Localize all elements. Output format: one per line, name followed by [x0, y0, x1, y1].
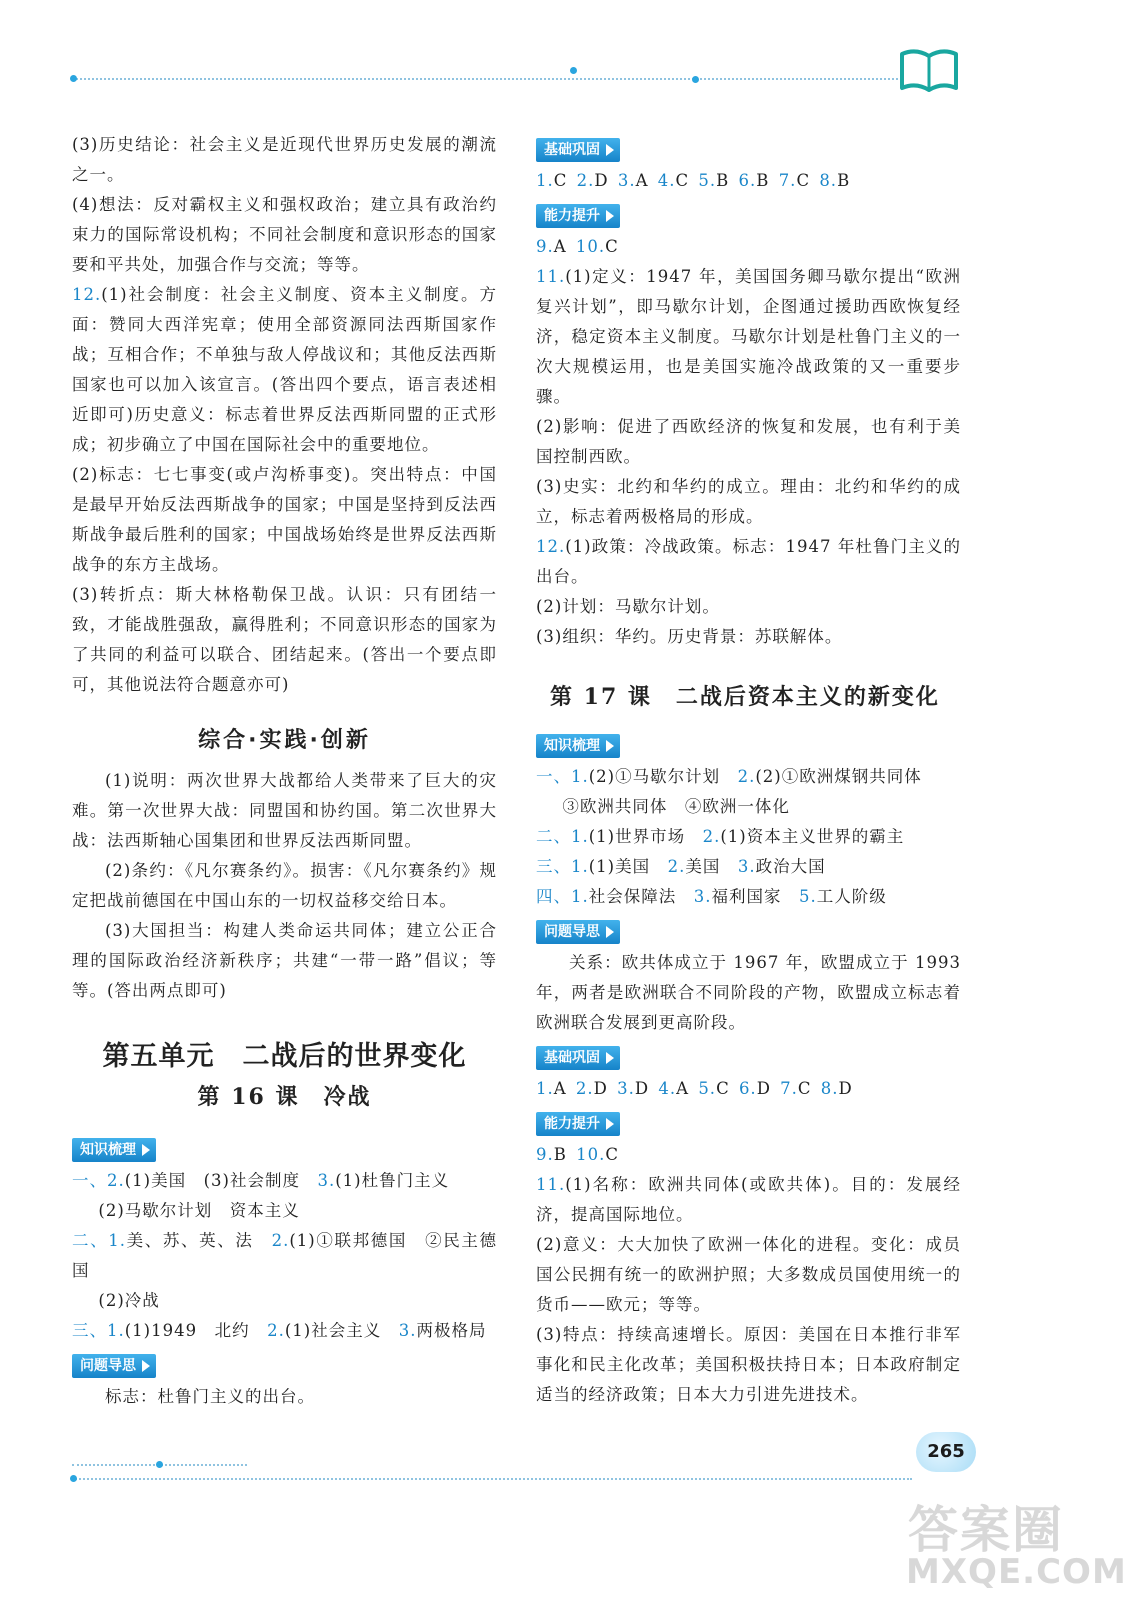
- answer-text: (3)组织：华约。历史背景：苏联解体。: [536, 627, 843, 646]
- answer-text: (3)史实：北约和华约的成立。理由：北约和华约的成立，标志着两极格局的形成。: [536, 477, 961, 526]
- arrow-icon: [606, 926, 614, 938]
- choice-number: 6.: [738, 1079, 757, 1098]
- answer-line: 一、1.(2)①马歇尔计划 2.(2)①欧洲煤钢共同体: [536, 767, 922, 786]
- footer-dot: [156, 1461, 163, 1468]
- choice-number: 6.: [738, 171, 757, 190]
- page-number-badge: [906, 1424, 988, 1480]
- choice-answer: D: [634, 1079, 659, 1098]
- answer-line: 二、1.(1)世界市场 2.(1)资本主义世界的霸主: [536, 827, 905, 846]
- choice-answer: B: [553, 1145, 577, 1164]
- choice-number: 2.: [575, 1079, 594, 1098]
- lesson-title: 第 16 课 冷战: [197, 1084, 372, 1110]
- choice-answers: [536, 166, 961, 196]
- choice-number: 7.: [780, 1079, 798, 1098]
- answer-text: (3)转折点：斯大林格勒保卫战。认识：只有团结一致，才能战胜强敌，赢得胜利；不同意识形态的国家为了共同的利益可以联合、团结起来。(答出一个要点即可，其他说法符合题意亦可): [72, 585, 497, 694]
- section-badge: 能力提升: [536, 204, 620, 228]
- section-badge: 能力提升: [536, 1112, 620, 1136]
- choice-answer: B: [756, 171, 779, 190]
- choice-answer: B: [716, 171, 739, 190]
- choice-answer: A: [553, 1079, 576, 1098]
- header-dot: [692, 76, 699, 83]
- answer-text: (2)计划：马歇尔计划。: [536, 597, 720, 616]
- footer-dotted-line: [72, 1478, 912, 1480]
- arrow-icon: [606, 740, 614, 752]
- choice-answer: D: [593, 1079, 618, 1098]
- answer-line: 一、2.(1)美国 (3)社会制度 3.(1)杜鲁门主义: [72, 1171, 450, 1190]
- choice-number: 8.: [820, 1079, 839, 1098]
- header-dotted-line: [72, 78, 902, 80]
- choice-number: 5.: [698, 1079, 717, 1098]
- section-title: 综合·实践·创新: [198, 728, 371, 753]
- choice-number: 1.: [536, 171, 554, 190]
- header-dot: [70, 75, 77, 82]
- answer-line: 三、1.(1)美国 2.美国 3.政治大国: [536, 857, 826, 876]
- choice-number: 4.: [657, 171, 676, 190]
- answer-text: (3)历史结论：社会主义是近现代世界历史发展的潮流之一。: [72, 135, 497, 184]
- choice-answer: D: [594, 171, 618, 190]
- choice-answers: [536, 232, 961, 262]
- answer-text: (2)条约：《凡尔赛条约》。损害：《凡尔赛条约》规定把战前德国在中国山东的一切权益移交给日本。: [72, 861, 497, 910]
- question-number: 12.: [72, 285, 102, 304]
- answer-line: (2)马歇尔计划 资本主义: [98, 1201, 300, 1220]
- choice-number: 9.: [536, 1145, 554, 1164]
- arrow-icon: [606, 1118, 614, 1130]
- choice-answers: [536, 1074, 961, 1104]
- arrow-icon: [142, 1360, 150, 1372]
- choice-number: 5.: [698, 171, 717, 190]
- left-column: [72, 130, 497, 1412]
- watermark-logo: 答案圈 MXQE.COM: [906, 1501, 1127, 1592]
- unit-title: 第五单元 二战后的世界变化: [102, 1041, 467, 1072]
- section-badge: 问题导思: [72, 1354, 156, 1378]
- answer-text: (3)大国担当：构建人类命运共同体；建立公正合理的国际政治经济新秩序；共建“一带一路”倡议；等等。(答出两点即可): [72, 921, 497, 1000]
- answer-text: (2)标志：七七事变(或卢沟桥事变)。突出特点：中国是最早开始反法西斯战争的国家；中国是坚持到反法西斯战争最后胜利的国家；中国战场始终是世界反法西斯战争的东方主战场。: [72, 465, 497, 574]
- choice-answer: A: [676, 1079, 699, 1098]
- answer-line: 四、1.社会保障法 3.福利国家 5.工人阶级: [536, 887, 887, 906]
- answer-line: (2)冷战: [98, 1291, 160, 1310]
- choice-number: 7.: [778, 171, 797, 190]
- header-dot: [570, 67, 577, 74]
- choice-answer: D: [756, 1079, 781, 1098]
- answer-line: 二、1.美、苏、英、法 2.(1)①联邦德国 ②民主德国: [72, 1231, 497, 1280]
- choice-answer: B: [837, 171, 851, 190]
- section-badge: 问题导思: [536, 920, 620, 944]
- choice-answer: C: [796, 171, 820, 190]
- answer-text: (4)想法：反对霸权主义和强权政治；建立具有政治约束力的国际常设机构；不同社会制度和意识形态的国家要和平共处，加强合作与交流；等等。: [72, 195, 497, 274]
- choice-number: 9.: [536, 237, 554, 256]
- choice-answer: C: [797, 1079, 821, 1098]
- choice-answer: C: [553, 171, 577, 190]
- choice-number: 3.: [617, 171, 636, 190]
- arrow-icon: [606, 1052, 614, 1064]
- answer-text: 12.(1)社会制度：社会主义制度、资本主义制度。方面：赞同大西洋宪章；使用全部资源同法西斯国家作战；互相合作；不单独与敌人停战议和；其他反法西斯国家也可以加入该宣言。(答出四个要点，语言表述相近即可)历史意义：标志着世界反法西斯同盟的正式形成；初步确立了中国在国际社会中的重要地位。: [72, 285, 497, 454]
- choice-answers: [536, 1140, 961, 1170]
- section-badge: 基础巩固: [536, 1046, 620, 1070]
- choice-answer: C: [605, 1145, 620, 1164]
- answer-text: 12.(1)政策：冷战政策。标志：1947 年杜鲁门主义的出台。: [536, 537, 961, 586]
- choice-answer: C: [675, 171, 699, 190]
- arrow-icon: [142, 1144, 150, 1156]
- choice-answer: A: [553, 237, 576, 256]
- answer-text: 关系：欧共体成立于 1967 年，欧盟成立于 1993 年，两者是欧洲联合不同阶段的产物，欧盟成立标志着欧洲联合发展到更高阶段。: [536, 953, 961, 1032]
- section-badge: 知识梳理: [536, 734, 620, 758]
- section-badge: 知识梳理: [72, 1138, 156, 1162]
- answer-text: (1)说明：两次世界大战都给人类带来了巨大的灾难。第一次世界大战：同盟国和协约国。第二次世界大战：法西斯轴心国集团和世界反法西斯同盟。: [72, 771, 497, 850]
- choice-answer: A: [635, 171, 658, 190]
- answer-text: (3)特点：持续高速增长。原因：美国在日本推行非军事化和民主化改革；美国积极扶持日本；日本政府制定适当的经济政策；日本大力引进先进技术。: [536, 1325, 961, 1404]
- open-book-icon: [898, 44, 960, 96]
- answer-line: 三、1.(1)1949 北约 2.(1)社会主义 3.两极格局: [72, 1321, 487, 1340]
- answer-text: 标志：杜鲁门主义的出台。: [105, 1387, 315, 1406]
- choice-number: 1.: [536, 1079, 554, 1098]
- choice-answer: C: [716, 1079, 739, 1098]
- answer-line: ③欧洲共同体 ④欧洲一体化: [562, 797, 790, 816]
- choice-number: 10.: [576, 1145, 606, 1164]
- section-badge: 基础巩固: [536, 138, 620, 162]
- choice-answer: C: [605, 237, 619, 256]
- lesson-title: 第 17 课 二战后资本主义的新变化: [550, 684, 940, 710]
- arrow-icon: [606, 210, 614, 222]
- answer-text: (2)影响：促进了西欧经济的恢复和发展，也有利于美国控制西欧。: [536, 417, 961, 466]
- choice-number: 10.: [575, 237, 606, 256]
- right-column: [536, 130, 961, 1410]
- answer-text: 11.(1)名称：欧洲共同体(或欧共体)。目的：发展经济，提高国际地位。: [536, 1175, 961, 1224]
- choice-number: 2.: [576, 171, 595, 190]
- choice-answer: D: [838, 1079, 853, 1098]
- choice-number: 4.: [658, 1079, 677, 1098]
- answer-text: 11.(1)定义：1947 年，美国国务卿马歇尔提出“欧洲复兴计划”，即马歇尔计划，企图通过援助西欧恢复经济，稳定资本主义制度。马歇尔计划是杜鲁门主义的一次大规模运用，也是美国实施冷战政策的又一重要步骤。: [536, 267, 961, 406]
- page-number: 265: [916, 1432, 976, 1472]
- choice-number: 8.: [819, 171, 838, 190]
- choice-number: 3.: [617, 1079, 635, 1098]
- answer-text: (2)意义：大大加快了欧洲一体化的进程。变化：成员国公民拥有统一的欧洲护照；大多数成员国使用统一的货币——欧元；等等。: [536, 1235, 961, 1314]
- footer-dot: [70, 1475, 77, 1482]
- arrow-icon: [606, 144, 614, 156]
